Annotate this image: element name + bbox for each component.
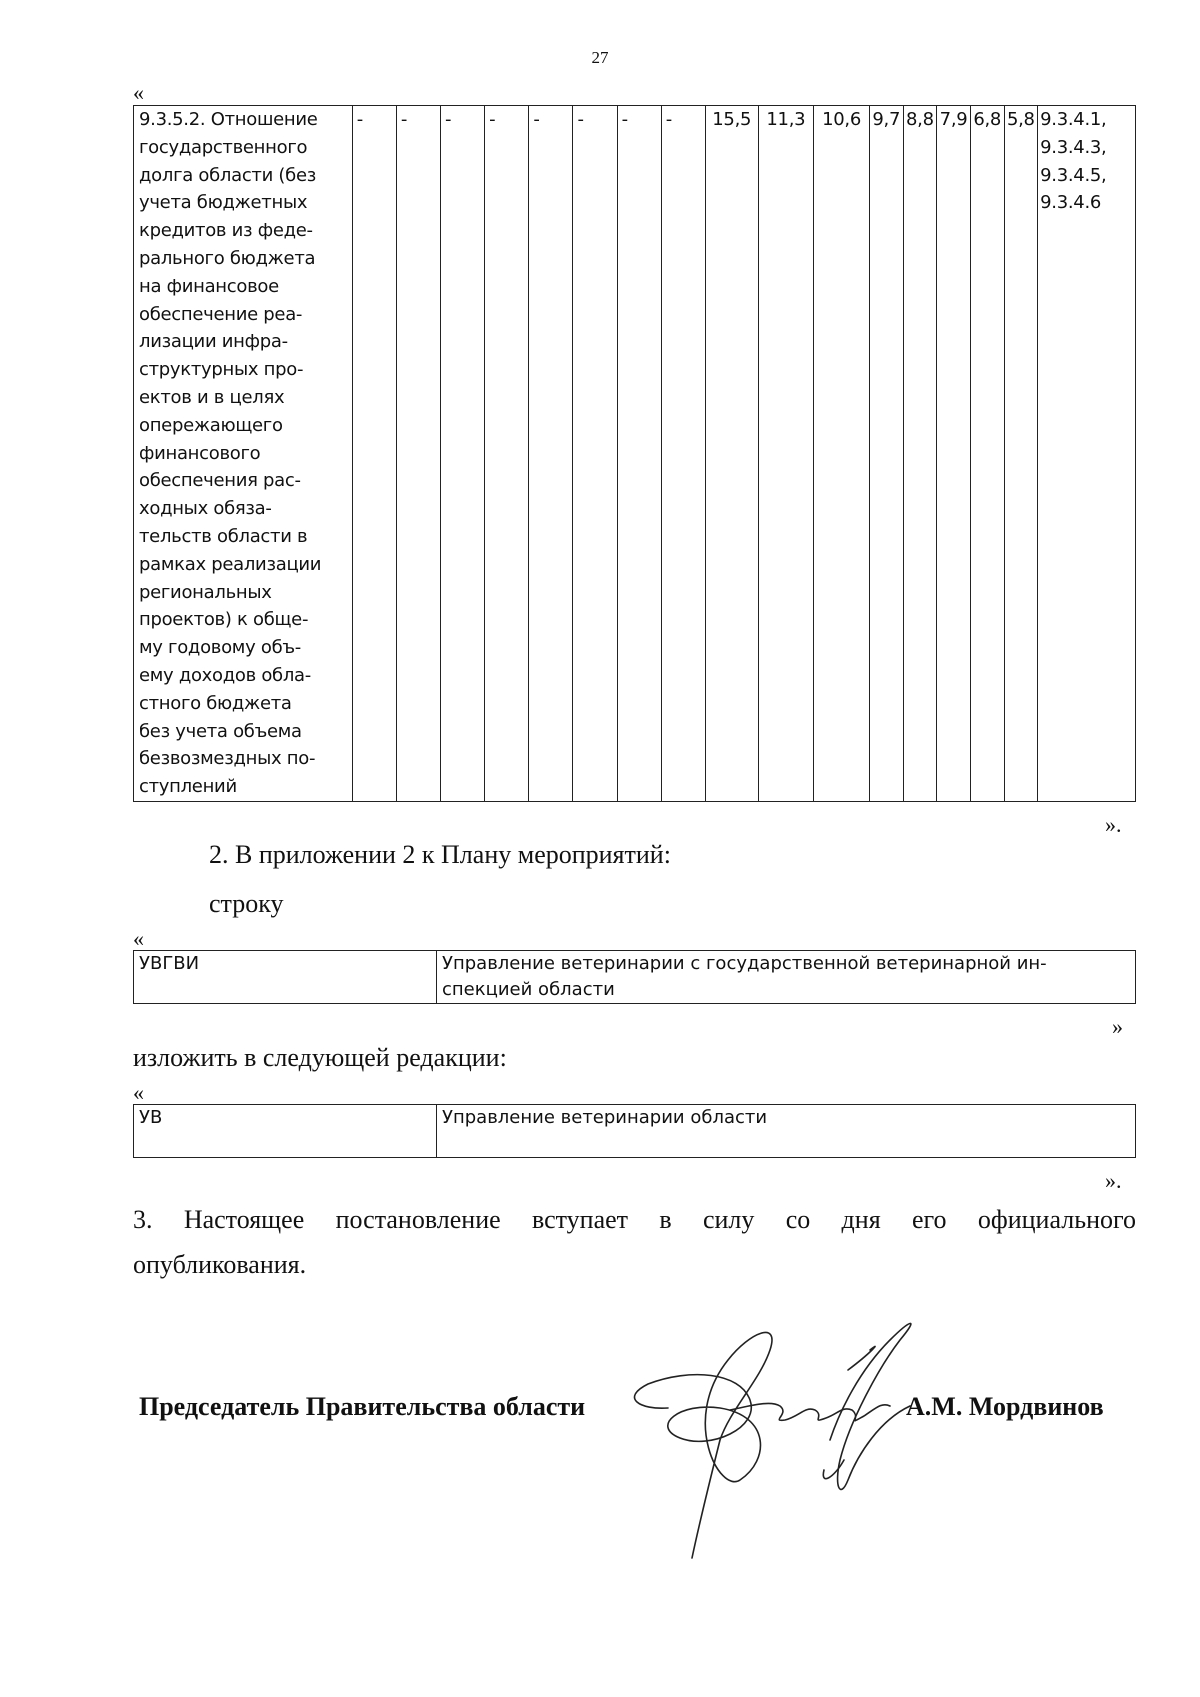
new-abbreviation-table bbox=[133, 1104, 1136, 1158]
signatory-title: Председатель Правительства области bbox=[139, 1392, 586, 1421]
indicator-name-line: обеспечение реа- bbox=[139, 303, 303, 325]
section-2-word: строку bbox=[209, 889, 284, 918]
indicator-refs-cell bbox=[1038, 106, 1136, 802]
indicator-name-line: рального бюджета bbox=[139, 247, 316, 269]
indicator-table bbox=[133, 105, 1136, 802]
description-cell: Управление ветеринарии области bbox=[437, 1105, 1136, 1158]
indicator-name-line: безвозмездных по- bbox=[139, 748, 316, 770]
indicator-value-cell: 10,6 bbox=[814, 106, 870, 802]
indicator-name-line: государственного bbox=[139, 136, 308, 158]
indicator-name-line: проектов) к обще- bbox=[139, 609, 309, 631]
description-cell bbox=[437, 951, 1136, 1004]
opening-quote: « bbox=[133, 80, 144, 105]
indicator-name-line: кредитов из феде- bbox=[139, 220, 313, 242]
indicator-name-line: региональных bbox=[139, 581, 272, 603]
indicator-value-cell: 6,8 bbox=[970, 106, 1004, 802]
indicator-name-line: на финансовое bbox=[139, 275, 279, 297]
indicator-value-cell: - bbox=[661, 106, 705, 802]
indicator-name-line: структурных про- bbox=[139, 359, 304, 381]
indicator-ref: 9.3.4.1, bbox=[1040, 109, 1107, 130]
indicator-value-cell: 15,5 bbox=[705, 106, 758, 802]
indicator-name-line: рамках реализации bbox=[139, 553, 322, 575]
indicator-name-line: учета бюджетных bbox=[139, 192, 308, 214]
indicator-value-cell: 5,8 bbox=[1004, 106, 1038, 802]
indicator-name-line: ектов и в целях bbox=[139, 386, 285, 408]
indicator-value-cell: - bbox=[396, 106, 440, 802]
indicator-name-line: без учета объема bbox=[139, 720, 302, 742]
closing-quote: » bbox=[1112, 1014, 1123, 1039]
closing-quote: ». bbox=[1105, 812, 1122, 837]
indicator-name-line: ступлений bbox=[139, 776, 237, 798]
indicator-name-line: му годовому объ- bbox=[139, 637, 301, 659]
indicator-value-cell: - bbox=[352, 106, 396, 802]
signatory-name: А.М. Мордвинов bbox=[906, 1392, 1104, 1421]
abbreviation-cell: УВГВИ bbox=[134, 951, 437, 1004]
section-3-line-2: опубликования. bbox=[133, 1250, 307, 1279]
section-2-heading: 2. В приложении 2 к Плану мероприятий: bbox=[209, 840, 671, 869]
handwritten-signature bbox=[620, 1310, 950, 1570]
indicator-name-cell bbox=[134, 106, 353, 802]
opening-quote: « bbox=[133, 1080, 144, 1105]
indicator-name-line: стного бюджета bbox=[139, 692, 292, 714]
indicator-name-line: опережающего bbox=[139, 414, 283, 436]
indicator-value-cell: - bbox=[573, 106, 617, 802]
description-line: Управление ветеринарии с государственной ветеринарной ин- bbox=[442, 953, 1047, 974]
indicator-value-cell: - bbox=[617, 106, 661, 802]
indicator-value-cell: 8,8 bbox=[903, 106, 937, 802]
table-row bbox=[134, 1105, 1136, 1158]
table-row bbox=[134, 951, 1136, 1004]
change-instruction: изложить в следующей редакции: bbox=[133, 1043, 507, 1072]
indicator-ref: 9.3.4.3, bbox=[1040, 136, 1107, 158]
indicator-value-cell: - bbox=[529, 106, 573, 802]
indicator-name-line: лизации инфра- bbox=[139, 331, 288, 353]
indicator-ref: 9.3.4.6 bbox=[1040, 192, 1102, 214]
abbreviation-cell: УВ bbox=[134, 1105, 437, 1158]
indicator-row bbox=[134, 106, 1136, 802]
closing-quote: ». bbox=[1105, 1168, 1122, 1193]
old-abbreviation-table bbox=[133, 950, 1136, 1004]
indicator-value-cell: 9,7 bbox=[869, 106, 903, 802]
indicator-value-cell: - bbox=[441, 106, 485, 802]
indicator-value-cell: 7,9 bbox=[937, 106, 971, 802]
indicator-name-line: тельств области в bbox=[139, 525, 308, 547]
section-3-line-1: 3. Настоящее постановление вступает в силу со дня его официального bbox=[133, 1205, 1136, 1234]
indicator-ref: 9.3.4.5, bbox=[1040, 164, 1107, 186]
indicator-name-line: 9.3.5.2. Отношение bbox=[139, 109, 318, 130]
indicator-name-line: обеспечения рас- bbox=[139, 470, 301, 492]
indicator-name-line: финансового bbox=[139, 442, 261, 464]
opening-quote: « bbox=[133, 926, 144, 951]
page-number: 27 bbox=[591, 48, 609, 67]
description-line: спекцией области bbox=[442, 979, 615, 1000]
indicator-value-cell: 11,3 bbox=[758, 106, 814, 802]
indicator-name-line: ходных обяза- bbox=[139, 498, 272, 520]
indicator-name-line: ему доходов обла- bbox=[139, 664, 311, 686]
indicator-value-cell: - bbox=[485, 106, 529, 802]
indicator-name-line: долга области (без bbox=[139, 164, 316, 186]
